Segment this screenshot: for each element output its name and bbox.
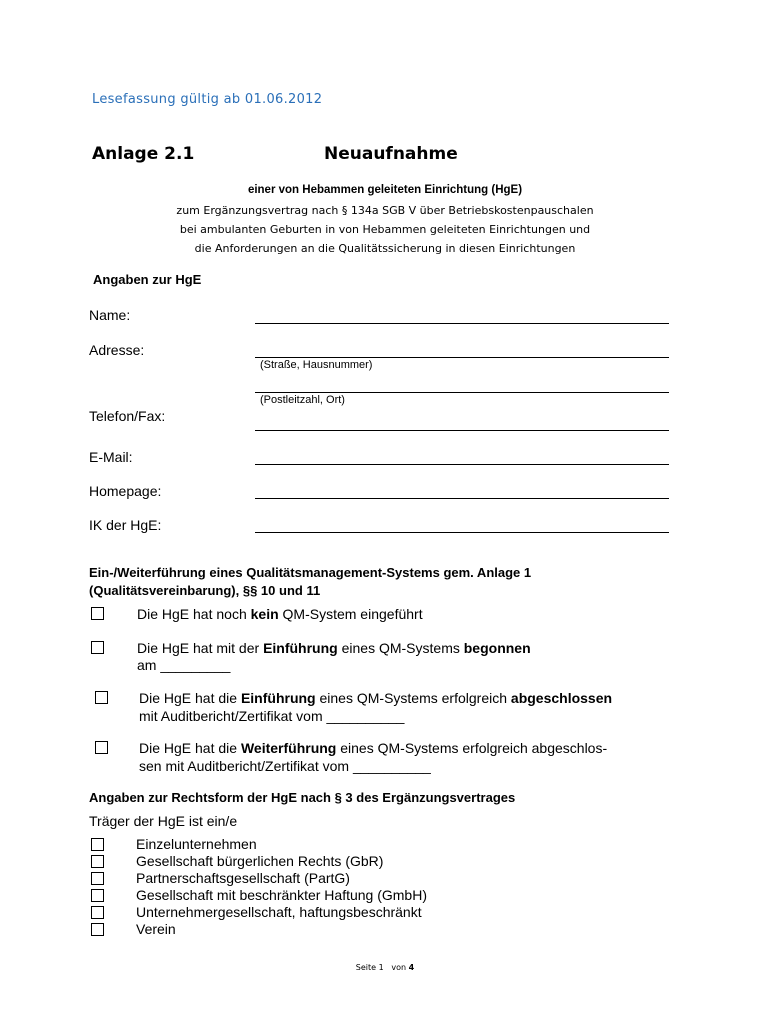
name-label: Name: bbox=[89, 307, 131, 323]
street-field[interactable] bbox=[255, 357, 669, 358]
legal-form-intro: Träger der HgE ist ein/e bbox=[89, 813, 238, 829]
annex-number: Anlage 2.1 bbox=[92, 144, 195, 164]
qm-option-completed bbox=[139, 689, 612, 707]
qm-option-text: Die HgE hat die bbox=[139, 740, 241, 756]
qm-option-continued bbox=[139, 739, 607, 757]
phone-fax-field[interactable] bbox=[255, 430, 669, 431]
homepage-label: Homepage: bbox=[89, 483, 162, 499]
qm-option-emphasis: kein bbox=[250, 606, 279, 622]
legal-form-option: Einzelunternehmen bbox=[136, 836, 257, 852]
of-label: von bbox=[391, 963, 407, 972]
section-heading-hge: Angaben zur HgE bbox=[93, 272, 202, 287]
homepage-field[interactable] bbox=[255, 498, 669, 499]
qm-option-emphasis: begonnen bbox=[463, 640, 531, 656]
qm-option-emphasis: abgeschlossen bbox=[510, 690, 613, 706]
qm-option-emphasis: Einführung bbox=[240, 690, 316, 706]
legal-form-option: Gesellschaft mit beschränkter Haftung (GmbH) bbox=[136, 887, 427, 903]
postal-hint: (Postleitzahl, Ort) bbox=[260, 394, 345, 406]
legal-form-checkbox[interactable] bbox=[91, 855, 104, 868]
qm-option-text: Die HgE hat mit der bbox=[137, 640, 264, 656]
qm-option-started-date[interactable]: am _________ bbox=[137, 657, 231, 673]
name-field[interactable] bbox=[255, 323, 669, 324]
section-heading-qm-line-2: (Qualitätsvereinbarung), §§ 10 und 11 bbox=[89, 583, 321, 598]
qm-option-text: eines QM-Systems erfolgreich abgeschlos- bbox=[336, 740, 608, 756]
subtitle-line-4: die Anforderungen an die Qualitätssicherung in diesen Einrichtungen bbox=[194, 242, 576, 255]
legal-form-option: Gesellschaft bürgerlichen Rechts (GbR) bbox=[136, 853, 384, 869]
qm-option-no-system bbox=[137, 605, 423, 623]
qm-option-started bbox=[137, 639, 531, 657]
legal-form-checkbox[interactable] bbox=[91, 872, 104, 885]
ik-field[interactable] bbox=[255, 532, 669, 533]
legal-form-checkbox[interactable] bbox=[91, 923, 104, 936]
page-title: Neuaufnahme bbox=[324, 144, 458, 164]
legal-form-checkbox[interactable] bbox=[91, 906, 104, 919]
qm-option-checkbox[interactable] bbox=[91, 607, 104, 620]
phone-fax-label: Telefon/Fax: bbox=[89, 408, 166, 424]
page-total: 4 bbox=[408, 963, 415, 972]
qm-option-text: eines QM-Systems erfolgreich bbox=[315, 690, 511, 706]
email-label: E-Mail: bbox=[89, 449, 133, 465]
subtitle-line-2: zum Ergänzungsvertrag nach § 134a SGB V über Betriebskostenpauschalen bbox=[176, 204, 594, 217]
email-field[interactable] bbox=[255, 464, 669, 465]
legal-form-option: Unternehmergesellschaft, haftungsbeschränkt bbox=[136, 904, 422, 920]
legal-form-option: Partnerschaftsgesellschaft (PartG) bbox=[136, 870, 350, 886]
page-footer bbox=[0, 963, 770, 972]
ik-label: IK der HgE: bbox=[89, 517, 162, 533]
qm-option-continued-date[interactable]: sen mit Auditbericht/Zertifikat vom __________ bbox=[139, 758, 431, 774]
qm-option-text: Die HgE hat noch bbox=[137, 606, 251, 622]
page-label: Seite bbox=[355, 963, 377, 972]
qm-option-text: eines QM-Systems bbox=[337, 640, 464, 656]
section-heading-qm-line-1: Ein-/Weiterführung eines Qualitätsmanagement-Systems gem. Anlage 1 bbox=[89, 565, 532, 580]
address-label: Adresse: bbox=[89, 342, 145, 358]
qm-option-emphasis: Weiterführung bbox=[240, 740, 337, 756]
qm-option-text: Die HgE hat die bbox=[139, 690, 241, 706]
subtitle-line-3: bei ambulanten Geburten in von Hebammen geleiteten Einrichtungen und bbox=[179, 223, 591, 236]
qm-option-checkbox[interactable] bbox=[95, 741, 108, 754]
reading-version-note: Lesefassung gültig ab 01.06.2012 bbox=[92, 92, 323, 107]
section-heading-legal-form: Angaben zur Rechtsform der HgE nach § 3 des Ergänzungsvertrages bbox=[89, 790, 516, 805]
qm-option-checkbox[interactable] bbox=[91, 641, 104, 654]
legal-form-checkbox[interactable] bbox=[91, 889, 104, 902]
qm-option-completed-date[interactable]: mit Auditbericht/Zertifikat vom __________ bbox=[139, 708, 405, 724]
qm-option-text: QM-System eingeführt bbox=[278, 606, 423, 622]
street-hint: (Straße, Hausnummer) bbox=[260, 359, 373, 371]
postal-field[interactable] bbox=[255, 392, 669, 393]
subtitle-line-1: einer von Hebammen geleiteten Einrichtung (HgE) bbox=[247, 184, 523, 196]
qm-option-checkbox[interactable] bbox=[95, 691, 108, 704]
qm-option-emphasis: Einführung bbox=[263, 640, 338, 656]
legal-form-checkbox[interactable] bbox=[91, 838, 104, 851]
page-current: 1 bbox=[378, 963, 384, 972]
legal-form-option: Verein bbox=[136, 921, 176, 937]
